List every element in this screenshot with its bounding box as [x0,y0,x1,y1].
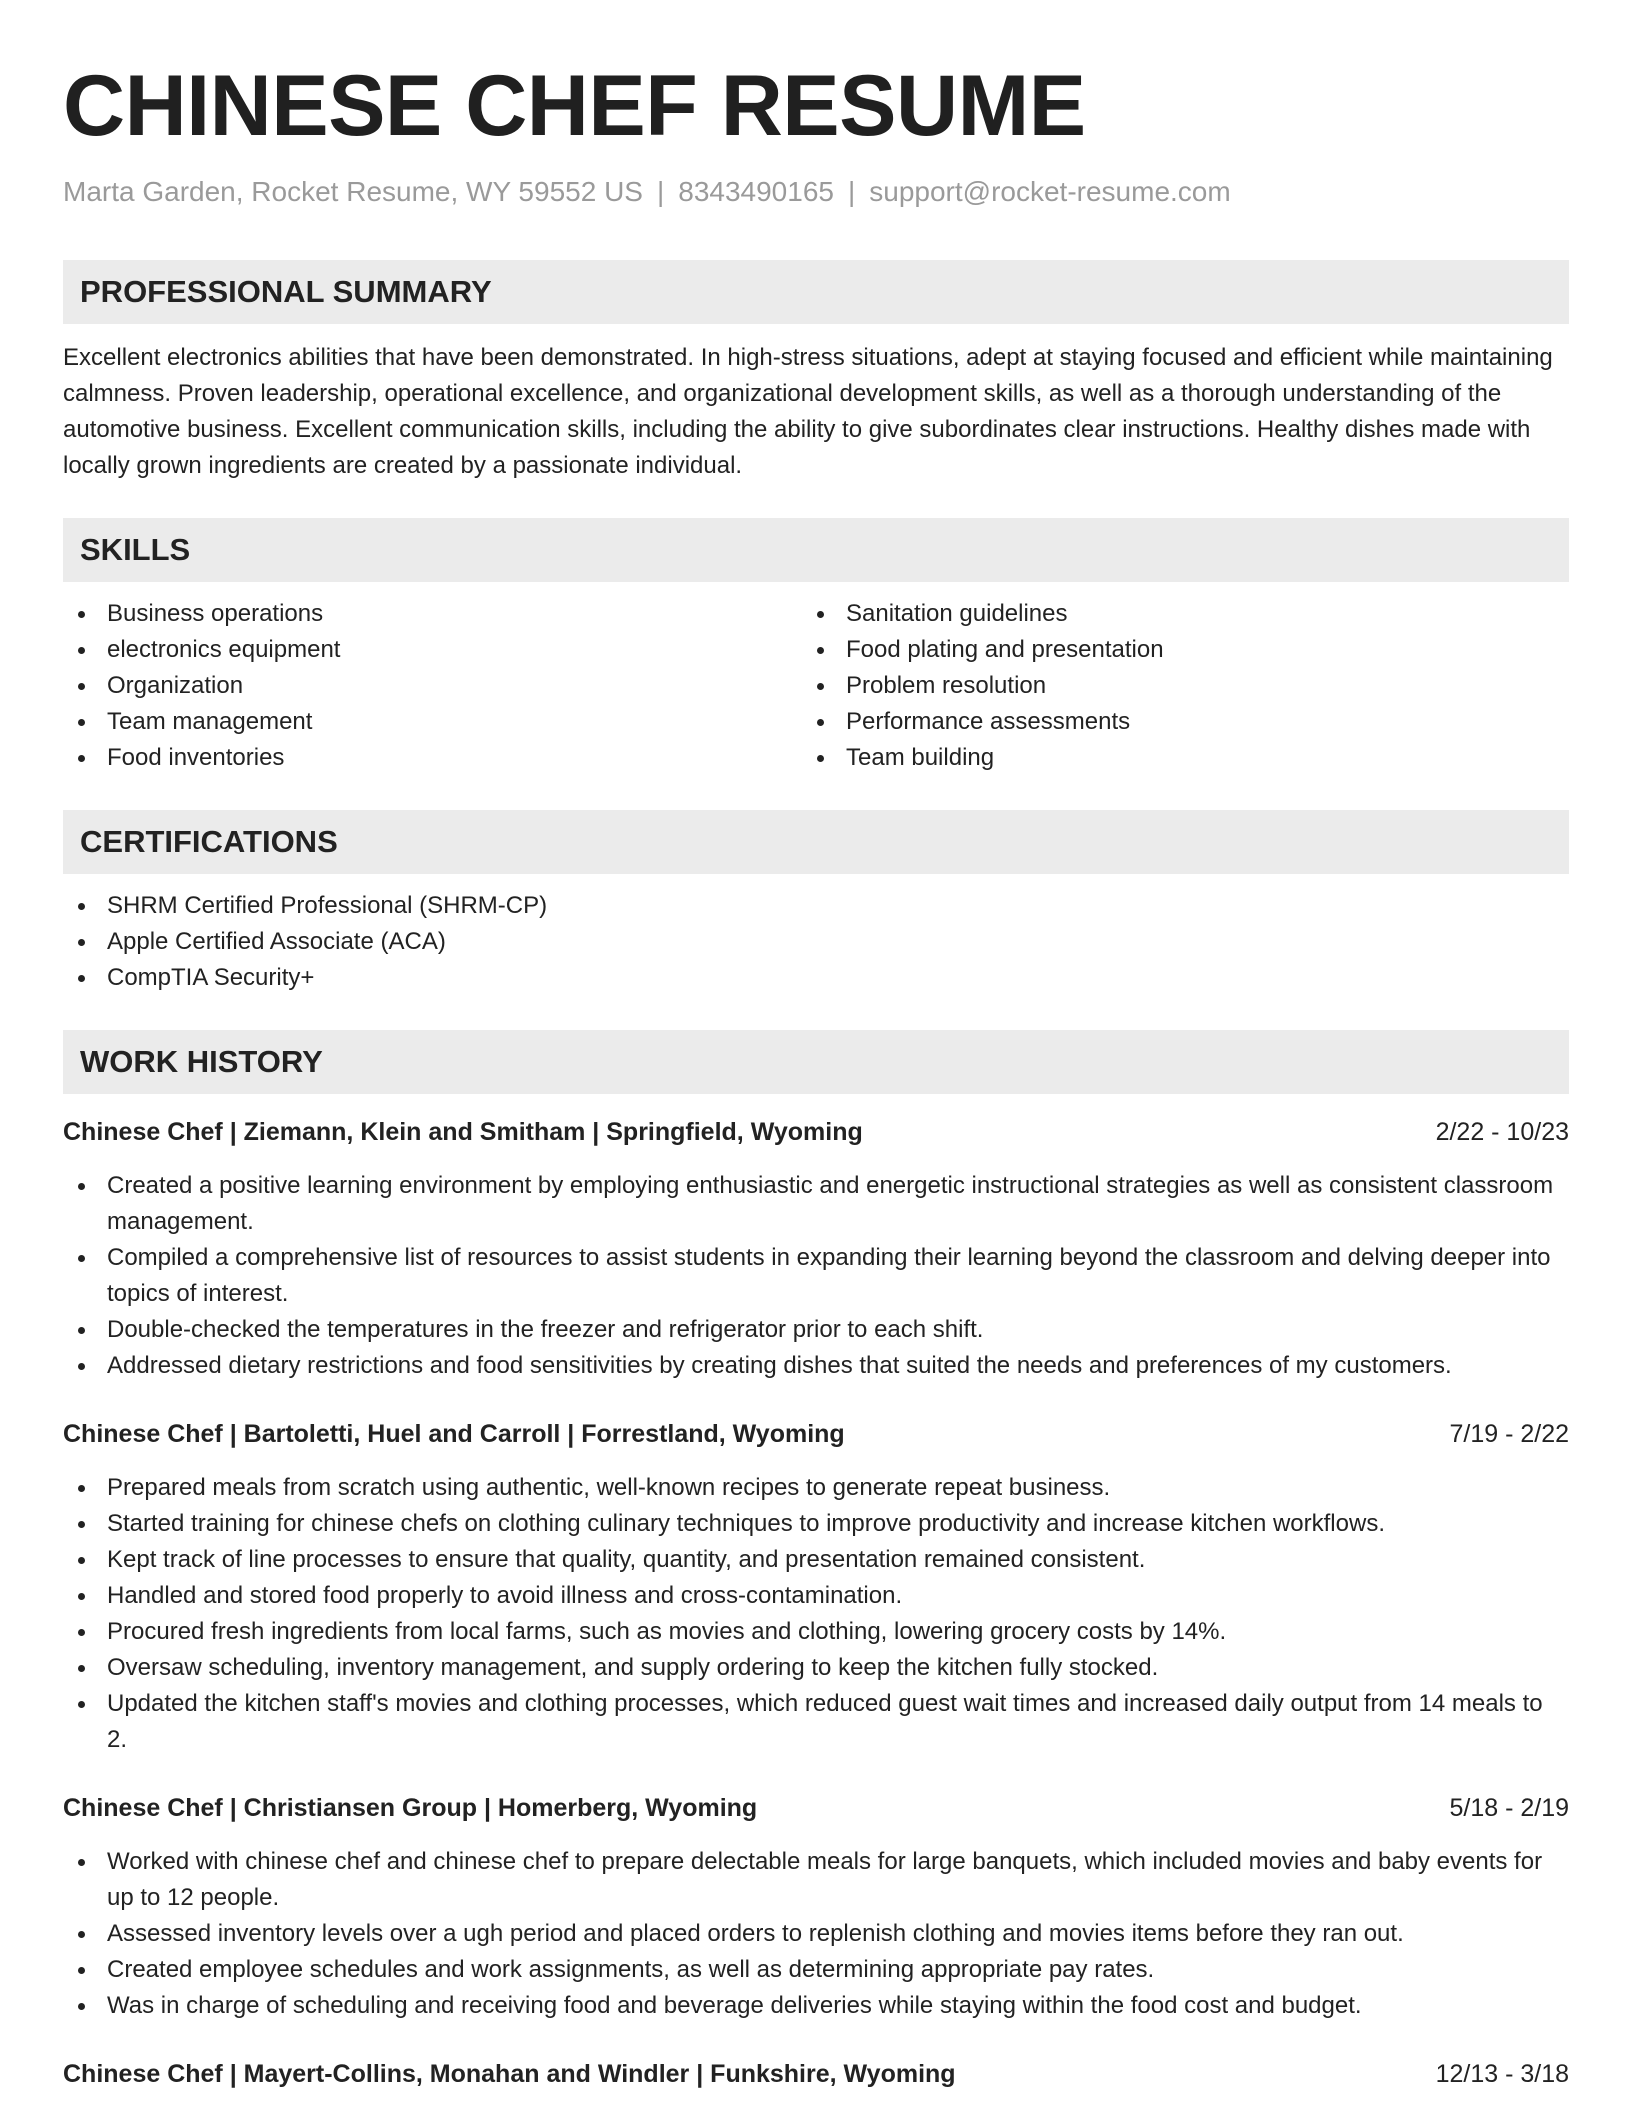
skill-item: Team building [802,740,1541,776]
contact-separator: | [847,176,856,207]
certifications-list [63,888,1569,996]
skill-item: Food plating and presentation [802,632,1541,668]
job-duty: Double-checked the temperatures in the freezer and refrigerator prior to each shift. [63,1312,1569,1348]
job-duty: Worked with chinese chef and chinese chef to prepare delectable meals for large banquets, which included movies and baby events for up to 12 people. [63,1844,1569,1916]
skills-list-right [802,596,1541,776]
contact-phone: 8343490165 [678,176,834,207]
job-dates: 12/13 - 3/18 [1435,2060,1569,2088]
job-duty: Created employee schedules and work assignments, as well as determining appropriate pay rates. [63,1952,1569,1988]
job-dates: 2/22 - 10/23 [1435,1118,1569,1146]
job-duty: Procured fresh ingredients from local farms, such as movies and clothing, lowering grocery costs by 14%. [63,1614,1569,1650]
job-duty: Prepared meals from scratch using authentic, well-known recipes to generate repeat business. [63,1470,1569,1506]
resume-title: CHINESE CHEF RESUME [63,58,1086,154]
contact-email: support@rocket-resume.com [869,176,1231,207]
skill-item: Business operations [63,596,802,632]
certifications-heading: CERTIFICATIONS [63,810,1569,874]
skill-item: Food inventories [63,740,802,776]
work-history-heading: WORK HISTORY [63,1030,1569,1094]
job-header [63,1416,1569,1452]
job-duty: Was in charge of scheduling and receiving food and beverage deliveries while staying within the food cost and budget. [63,1988,1569,2024]
job-header [63,1790,1569,1826]
certification-item: CompTIA Security+ [63,960,1569,996]
job-duty: Addressed dietary restrictions and food sensitivities by creating dishes that suited the needs and preferences of my customers. [63,1348,1569,1384]
job-dates: 5/18 - 2/19 [1449,1794,1569,1822]
job-duties-list [63,1168,1569,1384]
skills-columns [63,596,1569,776]
job-title: Chinese Chef | Ziemann, Klein and Smitham | Springfield, Wyoming [63,1118,863,1146]
job-entry [63,1790,1569,2024]
job-entry [63,2056,1569,2092]
job-title: Chinese Chef | Mayert-Collins, Monahan and Windler | Funkshire, Wyoming [63,2060,956,2088]
job-duties-list [63,1844,1569,2024]
job-dates: 7/19 - 2/22 [1449,1420,1569,1448]
job-duty: Started training for chinese chefs on clothing culinary techniques to improve productivity and increase kitchen workflows. [63,1506,1569,1542]
job-duty: Updated the kitchen staff's movies and clothing processes, which reduced guest wait times and increased daily output from 14 meals to 2. [63,1686,1569,1758]
contact-separator: | [656,176,665,207]
skill-item: Sanitation guidelines [802,596,1541,632]
contact-line [63,174,1569,210]
job-duty: Assessed inventory levels over a ugh period and placed orders to replenish clothing and movies items before they ran out. [63,1916,1569,1952]
skills-list-left [63,596,802,776]
skill-item: Team management [63,704,802,740]
certification-item: Apple Certified Associate (ACA) [63,924,1569,960]
job-entry [63,1416,1569,1758]
job-header [63,1114,1569,1150]
job-duties-list [63,1470,1569,1758]
job-header [63,2056,1569,2092]
job-duty: Compiled a comprehensive list of resources to assist students in expanding their learning beyond the classroom and delving deeper into topics of interest. [63,1240,1569,1312]
skills-heading: SKILLS [63,518,1569,582]
skill-item: Organization [63,668,802,704]
summary-text: Excellent electronics abilities that have been demonstrated. In high-stress situations, adept at staying focused and efficient while maintaining calmness. Proven leadership, operational excellence, and organizational development skills, as well as a thorough understanding of the automotive business. Excellent communication skills, including the ability to give subordinates clear instructions. Healthy dishes made with locally grown ingredients are created by a passionate individual. [63,344,1553,479]
summary-heading: PROFESSIONAL SUMMARY [63,260,1569,324]
skill-item: electronics equipment [63,632,802,668]
skill-item: Problem resolution [802,668,1541,704]
job-duty: Created a positive learning environment by employing enthusiastic and energetic instructional strategies as well as consistent classroom management. [63,1168,1569,1240]
contact-address: Marta Garden, Rocket Resume, WY 59552 US [63,176,643,207]
job-duty: Oversaw scheduling, inventory management, and supply ordering to keep the kitchen fully stocked. [63,1650,1569,1686]
skill-item: Performance assessments [802,704,1541,740]
job-entry [63,1114,1569,1384]
job-duty: Kept track of line processes to ensure that quality, quantity, and presentation remained consistent. [63,1542,1569,1578]
job-title: Chinese Chef | Christiansen Group | Homerberg, Wyoming [63,1794,758,1822]
certification-item: SHRM Certified Professional (SHRM-CP) [63,888,1569,924]
job-duty: Handled and stored food properly to avoid illness and cross-contamination. [63,1578,1569,1614]
job-title: Chinese Chef | Bartoletti, Huel and Carroll | Forrestland, Wyoming [63,1420,845,1448]
